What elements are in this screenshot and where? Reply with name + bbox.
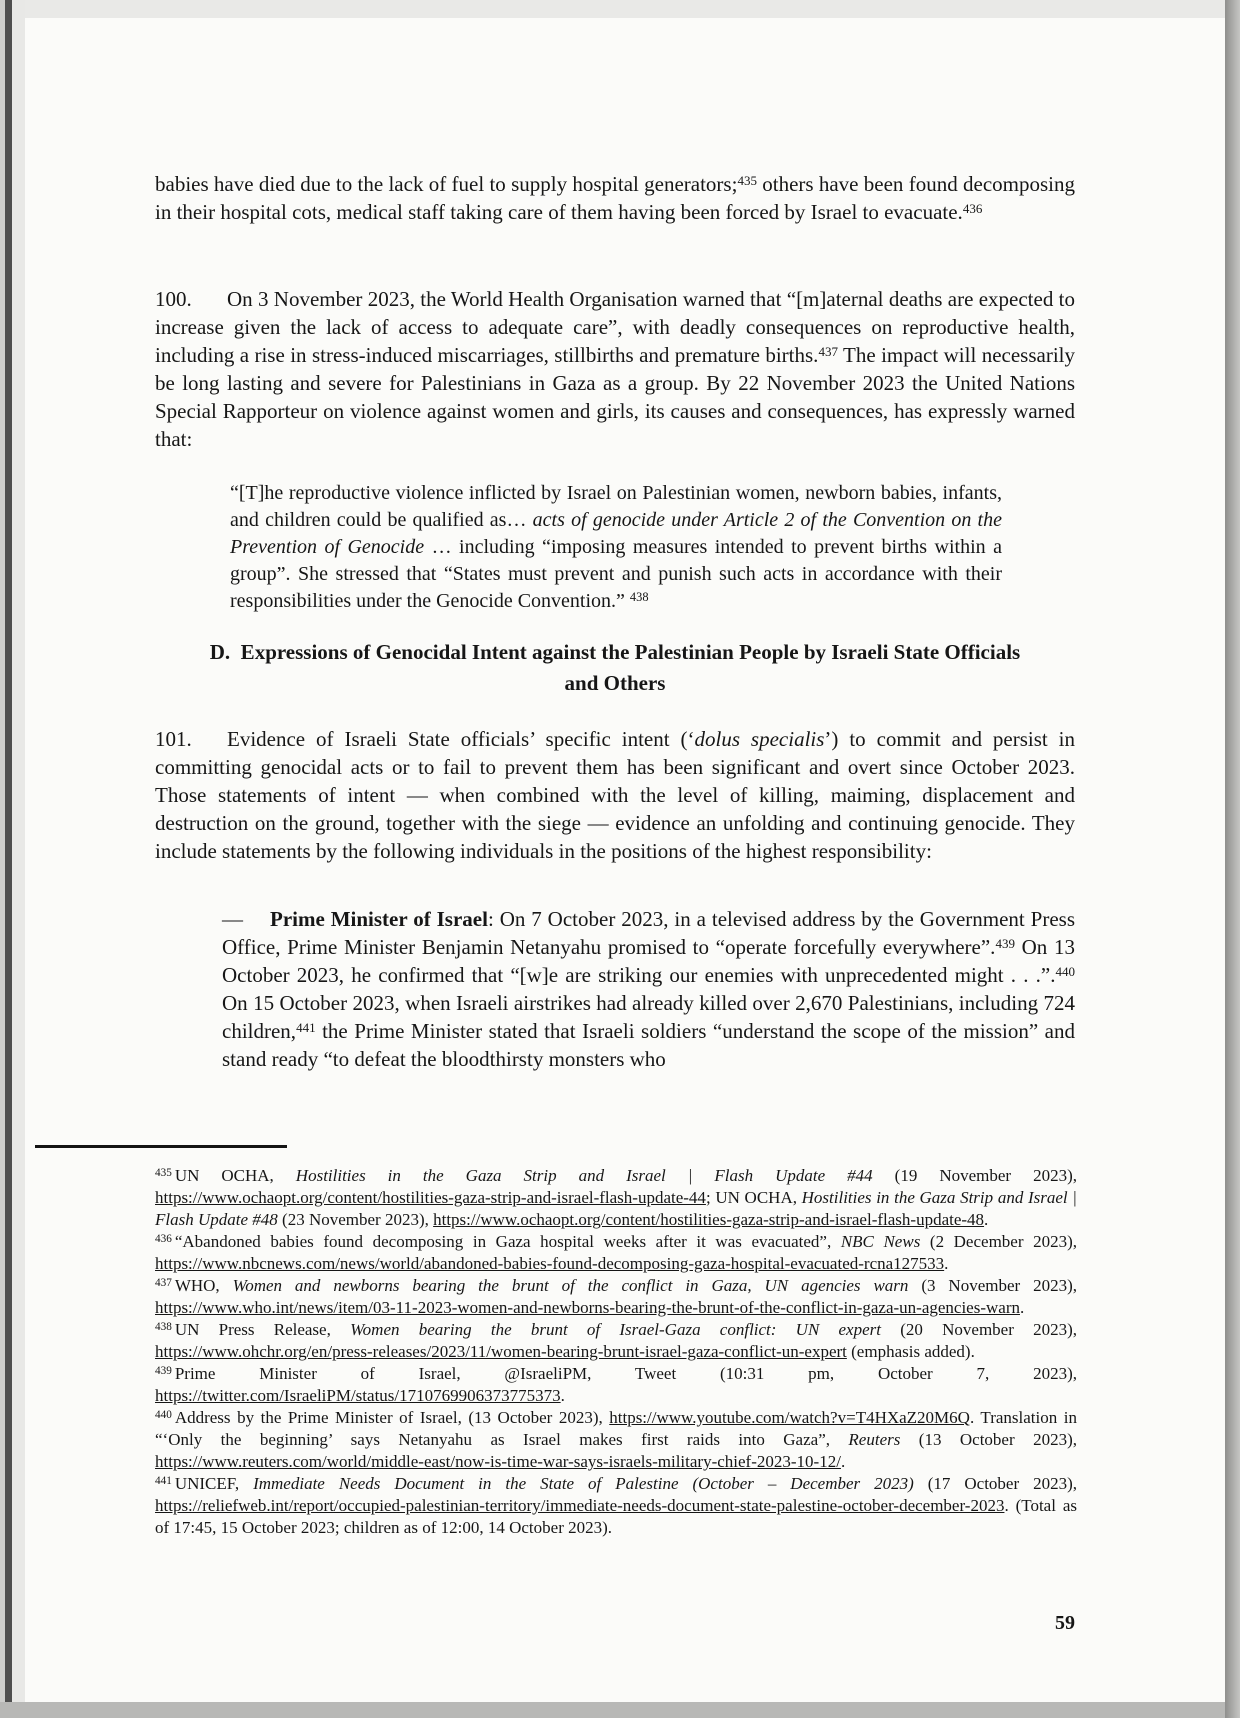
text-run: acts of genocide under Article 2 of the Convention on the Prevention of Genocide bbox=[230, 509, 1002, 558]
hyperlink[interactable]: https://www.nbcnews.com/news/world/abandoned-babies-found-decomposing-gaza-hospital-evacuated-rcna127533 bbox=[155, 1254, 945, 1273]
footnote-ref: 436 bbox=[962, 200, 983, 216]
text-run: others have been found decomposing in their hospital cots, medical staff taking care of them having been forced by Israel to evacuate. bbox=[155, 172, 1075, 224]
text-run: WHO, bbox=[174, 1276, 233, 1295]
text-run: Hostilities in the Gaza Strip and Israel | Flash Update #48 bbox=[155, 1188, 1077, 1229]
section-heading bbox=[155, 637, 1075, 699]
text-run: Reuters bbox=[848, 1430, 901, 1449]
text-run: Immediate Needs Document in the State of Palestine (October – December 2023) bbox=[253, 1474, 914, 1493]
text-run: On 13 October 2023, he confirmed that “[w]e are striking our enemies with unprecedented might . . .”. bbox=[222, 935, 1075, 987]
footnote-ref: 438 bbox=[629, 589, 649, 604]
text-run: (2 December 2023), bbox=[920, 1232, 1078, 1251]
footnote-ref: 440 bbox=[1055, 963, 1075, 979]
text-run: Address by the Prime Minister of Israel, (13 October 2023), bbox=[174, 1408, 610, 1427]
text-run: Prime Minister of Israel bbox=[270, 907, 488, 931]
footnote-ref: 437 bbox=[818, 343, 838, 359]
paragraph-100 bbox=[155, 285, 1075, 453]
text-run: … including “imposing measures intended to prevent births within a group”. She stressed that “States must prevent and punish such acts in accordance with their responsibilities under the Genocide Convention.” bbox=[230, 536, 1002, 612]
text-run: . Translation in “‘Only the beginning’ says Netanyahu as Israel makes first raids into Gaza”, bbox=[155, 1408, 1077, 1449]
text-run: UN Press Release, bbox=[174, 1320, 351, 1339]
text-run: “Abandoned babies found decomposing in Gaza hospital weeks after it was evacuated”, bbox=[174, 1232, 841, 1251]
text-run: Women bearing the brunt of Israel-Gaza conflict: UN expert bbox=[350, 1320, 881, 1339]
paragraph-101 bbox=[155, 725, 1075, 865]
heading-line bbox=[155, 668, 1075, 699]
text-run: On 3 November 2023, the World Health Organisation warned that “[m]aternal deaths are expected to increase given the lack of access to adequate care”, with deadly consequences on reproductive health, including a rise in stress-induced miscarriages, stillbirths and premature births. bbox=[155, 287, 1075, 367]
document-page bbox=[25, 18, 1226, 1702]
hyperlink[interactable]: https://www.youtube.com/watch?v=T4HXaZ20M6Q bbox=[609, 1408, 970, 1427]
paragraph-number: 101. bbox=[155, 727, 192, 751]
text-run: (23 November 2023), bbox=[277, 1210, 434, 1229]
footnote-separator bbox=[35, 1145, 287, 1148]
paragraph-continuation bbox=[155, 170, 1075, 226]
footnote-number: 440 bbox=[155, 1408, 172, 1421]
text-run: . (Total as of 17:45, 15 October 2023; children as of 12:00, 14 October 2023). bbox=[155, 1496, 1077, 1537]
footnote-439 bbox=[155, 1363, 1077, 1407]
text-run: Hostilities in the Gaza Strip and Israel | Flash Update #44 bbox=[295, 1166, 873, 1185]
footnote-number: 438 bbox=[155, 1320, 172, 1333]
footnote-number: 437 bbox=[155, 1276, 172, 1289]
footnote-ref: 441 bbox=[296, 1019, 316, 1035]
footnote-436 bbox=[155, 1231, 1077, 1275]
text-run: . bbox=[1019, 1298, 1025, 1317]
quote-438 bbox=[230, 480, 1002, 615]
hyperlink[interactable]: https://www.ohchr.org/en/press-releases/2023/11/women-bearing-brunt-israel-gaza-conflict-un-expert bbox=[155, 1342, 847, 1361]
text-run: Women and newborns bearing the brunt of the conflict in Gaza, UN agencies warn bbox=[232, 1276, 909, 1295]
hyperlink[interactable]: https://www.reuters.com/world/middle-east/now-is-time-war-says-israels-military-chief-2023-10-12/ bbox=[155, 1452, 841, 1471]
hyperlink[interactable]: https://www.ochaopt.org/content/hostilities-gaza-strip-and-israel-flash-update-44 bbox=[155, 1188, 706, 1207]
text-run: (3 November 2023), bbox=[908, 1276, 1077, 1295]
footnote-number: 439 bbox=[155, 1364, 172, 1377]
text-run: “[T]he reproductive violence inflicted by Israel on Palestinian women, newborn babies, infants, and children could be qualified as… bbox=[230, 482, 1002, 531]
text-run: NBC News bbox=[840, 1232, 921, 1251]
text-run: (17 October 2023), bbox=[913, 1474, 1078, 1493]
text-run: : On 7 October 2023, in a televised address by the Government Press Office, Prime Minister Benjamin Netanyahu promised to “operate forcefully everywhere”. bbox=[222, 907, 1075, 959]
footnotes bbox=[155, 1165, 1077, 1539]
list-dash: — bbox=[222, 907, 243, 931]
hyperlink[interactable]: https://www.who.int/news/item/03-11-2023-women-and-newborns-bearing-the-brunt-of-the-conflict-in-gaza-un-agencies-warn bbox=[155, 1298, 1020, 1317]
text-run: UN OCHA, bbox=[174, 1166, 296, 1185]
hyperlink[interactable]: https://reliefweb.int/report/occupied-palestinian-territory/immediate-needs-document-state-palestine-october-december-2023 bbox=[155, 1496, 1005, 1515]
footnote-435 bbox=[155, 1165, 1077, 1231]
text-run: and Others bbox=[564, 671, 666, 695]
text-run: . bbox=[560, 1386, 565, 1405]
text-run: ; UN OCHA, bbox=[705, 1188, 802, 1207]
bullet-prime-minister bbox=[222, 905, 1075, 1073]
text-run: ’) to commit and persist in committing genocidal acts or to fail to prevent them has been significant and overt since October 2023. Those statements of intent — when combined with the level of killing, maiming, displacement and destruction on the ground, together with the siege — evidence an unfolding and continuing genocide. They include statements by the following individuals in the positions of the highest responsibility: bbox=[155, 727, 1075, 863]
hyperlink[interactable]: https://twitter.com/IsraeliPM/status/1710769906373775373 bbox=[155, 1386, 561, 1405]
scan-edge-left-inner bbox=[12, 0, 25, 1718]
footnote-441 bbox=[155, 1473, 1077, 1539]
text-run: the Prime Minister stated that Israeli soldiers “understand the scope of the mission” and stand ready “to defeat the bloodthirsty monsters who bbox=[222, 1019, 1075, 1071]
hyperlink[interactable]: https://www.ochaopt.org/content/hostilities-gaza-strip-and-israel-flash-update-48 bbox=[433, 1210, 985, 1229]
footnote-number: 441 bbox=[155, 1474, 172, 1487]
text-run: Evidence of Israeli State officials’ specific intent (‘ bbox=[227, 727, 695, 751]
text-run: UNICEF, bbox=[174, 1474, 254, 1493]
footnote-438 bbox=[155, 1319, 1077, 1363]
text-run: On 15 October 2023, when Israeli airstrikes had already killed over 2,670 Palestinians, including 724 children, bbox=[222, 991, 1075, 1043]
text-run: . bbox=[840, 1452, 846, 1471]
page-content bbox=[155, 18, 1078, 1702]
text-run: dolus specialis bbox=[694, 727, 825, 751]
footnote-number: 436 bbox=[155, 1232, 172, 1245]
text-run: The impact will necessarily be long lasting and severe for Palestinians in Gaza as a group. By 22 November 2023 the United Nations Special Rapporteur on violence against women and girls, its causes and consequences, has expressly warned that: bbox=[155, 343, 1076, 451]
text-run: (emphasis added). bbox=[846, 1342, 975, 1361]
text-run: (20 November 2023), bbox=[881, 1320, 1078, 1339]
text-run: D. Expressions of Genocidal Intent against the Palestinian People by Israeli State Officials bbox=[209, 640, 1021, 664]
text-run: (19 November 2023), bbox=[872, 1166, 1077, 1185]
text-run: . bbox=[984, 1210, 989, 1229]
footnote-ref: 439 bbox=[995, 935, 1015, 951]
footnote-ref: 435 bbox=[737, 172, 757, 188]
scan-edge-bottom bbox=[0, 1702, 1240, 1718]
heading-line bbox=[155, 637, 1075, 668]
scan-spine-bar bbox=[5, 0, 12, 1718]
page-number: 59 bbox=[1055, 1612, 1075, 1634]
scan-edge-right bbox=[1225, 0, 1240, 1718]
footnote-440 bbox=[155, 1407, 1077, 1473]
text-run: Prime Minister of Israel, @IsraeliPM, Tweet (10:31 pm, October 7, 2023), bbox=[174, 1364, 1077, 1383]
paragraph-number: 100. bbox=[155, 287, 192, 311]
footnote-number: 435 bbox=[155, 1166, 172, 1179]
text-run: (13 October 2023), bbox=[900, 1430, 1077, 1449]
text-run: . bbox=[944, 1254, 949, 1273]
text-run: babies have died due to the lack of fuel to supply hospital generators; bbox=[155, 172, 738, 196]
footnote-437 bbox=[155, 1275, 1077, 1319]
